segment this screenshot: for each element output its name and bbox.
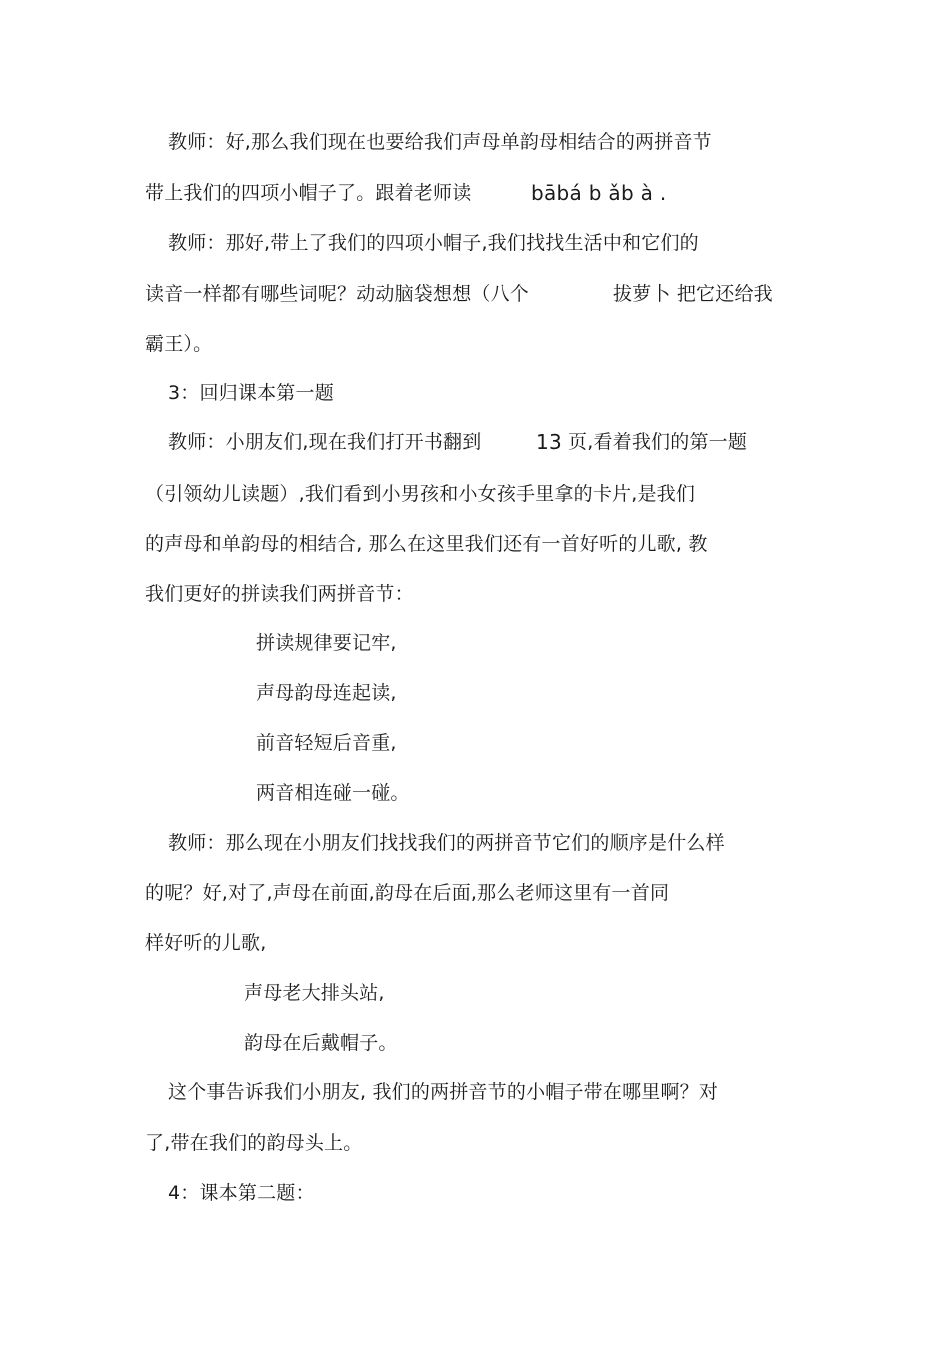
paragraph-line: 霸王）。 [145, 333, 213, 355]
section-heading: 4：课本第二题： [168, 1182, 315, 1204]
page-number-text: 13 [536, 430, 563, 454]
paragraph-line: 这个事告诉我们小朋友, 我们的两拼音节的小帽子带在哪里啊？对 [168, 1081, 719, 1103]
pinyin-text: bābá b ǎb à . [531, 181, 667, 205]
section-heading: 3：回归课本第一题 [168, 382, 334, 404]
poem-line: 拼读规律要记牢, [256, 632, 397, 654]
paragraph-line: 页,看着我们的第一题 [568, 431, 748, 453]
poem-line: 韵母在后戴帽子。 [244, 1032, 398, 1054]
paragraph-line: 读音一样都有哪些词呢？动动脑袋想想（八个 [145, 283, 530, 305]
paragraph-line: 教师：好,那么我们现在也要给我们声母单韵母相结合的两拼音节 [168, 131, 712, 153]
paragraph-line: 的声母和单韵母的相结合, 那么在这里我们还有一首好听的儿歌, 教 [145, 533, 708, 555]
paragraph-line: 了,带在我们的韵母头上。 [145, 1132, 363, 1154]
paragraph-line: 拔萝卜 把它还给我 [613, 283, 773, 305]
poem-line: 两音相连碰一碰。 [256, 782, 410, 804]
poem-line: 前音轻短后音重, [256, 732, 397, 754]
paragraph-line: 我们更好的拼读我们两拼音节： [145, 583, 414, 605]
paragraph-line: 教师：小朋友们,现在我们打开书翻到 [168, 431, 482, 453]
poem-line: 声母韵母连起读, [256, 682, 397, 704]
paragraph-line: （引领幼儿读题）,我们看到小男孩和小女孩手里拿的卡片,是我们 [145, 483, 696, 505]
paragraph-line: 教师：那好,带上了我们的四项小帽子,我们找找生活中和它们的 [168, 232, 699, 254]
paragraph-line: 样好听的儿歌, [145, 932, 267, 954]
paragraph-line: 教师：那么现在小朋友们找找我们的两拼音节它们的顺序是什么样 [168, 832, 725, 854]
paragraph-line: 的呢？好,对了,声母在前面,韵母在后面,那么老师这里有一首同 [145, 882, 670, 904]
paragraph-line: 带上我们的四项小帽子了。跟着老师读 [145, 182, 472, 204]
poem-line: 声母老大排头站, [244, 982, 385, 1004]
